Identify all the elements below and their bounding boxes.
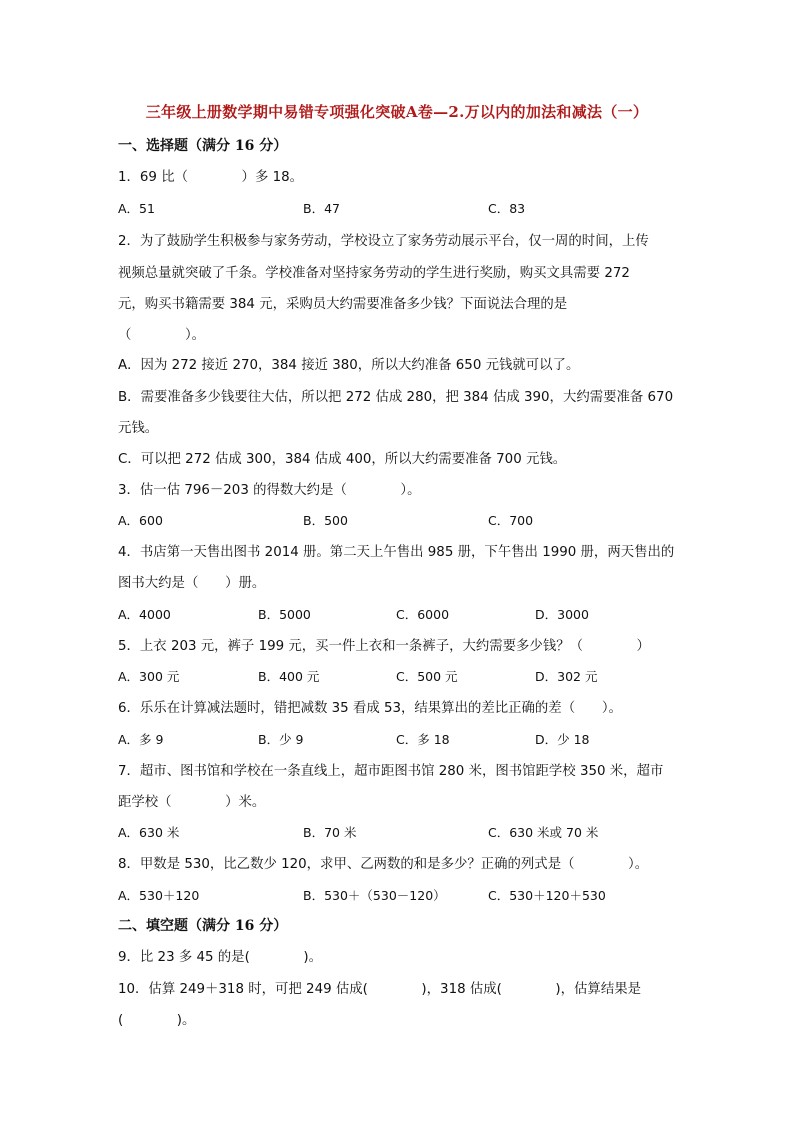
question-10-line-2: ( )。: [118, 1013, 196, 1028]
question-4-option-c: C．6000: [396, 607, 450, 622]
page-title: 三年级上册数学期中易错专项强化突破A卷—2.万以内的加法和减法（一）: [145, 103, 649, 121]
question-8-stem: 8．甲数是 530，比乙数少 120，求甲、乙两数的和是多少？正确的列式是（ ）。: [118, 857, 649, 872]
question-6-stem: 6．乐乐在计算减法题时，错把减数 35 看成 53，结果算出的差比正确的差（ ）。: [118, 701, 622, 716]
question-5-option-a: A．300 元: [118, 669, 180, 684]
question-3-stem: 3．估一估 796－203 的得数大约是（ ）。: [118, 483, 421, 498]
question-10-line-1: 10．估算 249＋318 时，可把 249 估成( )，318 估成( )，估算结果是: [118, 982, 641, 997]
question-4-line-2: 图书大约是（ ）册。: [118, 576, 266, 591]
question-2-line-3: 元，购买书籍需要 384 元，采购员大约需要准备多少钱？下面说法合理的是: [118, 297, 568, 312]
question-7-option-a: A．630 米: [118, 825, 180, 840]
question-3-option-c: C．700: [488, 513, 534, 528]
question-6-option-c: C．多 18: [396, 732, 450, 747]
question-4-option-b: B．5000: [258, 607, 311, 622]
question-3-option-a: A．600: [118, 513, 163, 528]
question-5-stem: 5．上衣 203 元，裤子 199 元，买一件上衣和一条裤子，大约需要多少钱？（ ）: [118, 639, 650, 654]
question-1-stem: 1．69 比（ ）多 18。: [118, 170, 304, 185]
question-2-line-2: 视频总量就突破了千条。学校准备对坚持家务劳动的学生进行奖励，购买文具需要 272: [118, 266, 630, 281]
question-6-option-d: D．少 18: [535, 732, 590, 747]
question-7-line-1: 7．超市、图书馆和学校在一条直线上，超市距图书馆 280 米，图书馆距学校 350 米，超市: [118, 764, 664, 779]
section-heading-choice: 一、选择题（满分 16 分）: [118, 138, 288, 154]
question-7-line-2: 距学校（ ）米。: [118, 795, 266, 810]
question-1-option-b: B．47: [303, 201, 340, 216]
question-2-line-4: （ ）。: [118, 328, 206, 343]
question-8-option-a: A．530＋120: [118, 888, 200, 903]
question-3-option-b: B．500: [303, 513, 348, 528]
question-2-option-b-line-2: 元钱。: [118, 421, 159, 436]
question-8-option-c: C．530＋120＋530: [488, 888, 606, 903]
question-2-option-b-line-1: B．需要准备多少钱要往大估，所以把 272 估成 280，把 384 估成 390，大约需要准备 670: [118, 390, 674, 405]
section-heading-fill-blank: 二、填空题（满分 16 分）: [118, 918, 288, 934]
question-1-option-a: A．51: [118, 201, 155, 216]
question-6-option-a: A．多 9: [118, 732, 164, 747]
question-2-line-1: 2．为了鼓励学生积极参与家务劳动，学校设立了家务劳动展示平台，仅一周的时间，上传: [118, 234, 649, 249]
question-5-option-b: B．400 元: [258, 669, 320, 684]
question-5-option-c: C．500 元: [396, 669, 458, 684]
question-4-option-a: A．4000: [118, 607, 171, 622]
question-7-option-c: C．630 米或 70 米: [488, 825, 599, 840]
question-4-option-d: D．3000: [535, 607, 589, 622]
question-9-stem: 9．比 23 多 45 的是( )。: [118, 950, 322, 965]
question-5-option-d: D．302 元: [535, 669, 598, 684]
question-7-option-b: B．70 米: [303, 825, 357, 840]
question-8-option-b: B．530＋（530－120）: [303, 888, 446, 903]
question-2-option-c: C．可以把 272 估成 300，384 估成 400，所以大约需要准备 700 元钱。: [118, 452, 567, 467]
question-1-option-c: C．83: [488, 201, 526, 216]
question-4-line-1: 4．书店第一天售出图书 2014 册。第二天上午售出 985 册，下午售出 1990 册，两天售出的: [118, 545, 675, 560]
question-2-option-a: A．因为 272 接近 270，384 接近 380，所以大约准备 650 元钱就可以了。: [118, 358, 580, 373]
question-6-option-b: B．少 9: [258, 732, 304, 747]
